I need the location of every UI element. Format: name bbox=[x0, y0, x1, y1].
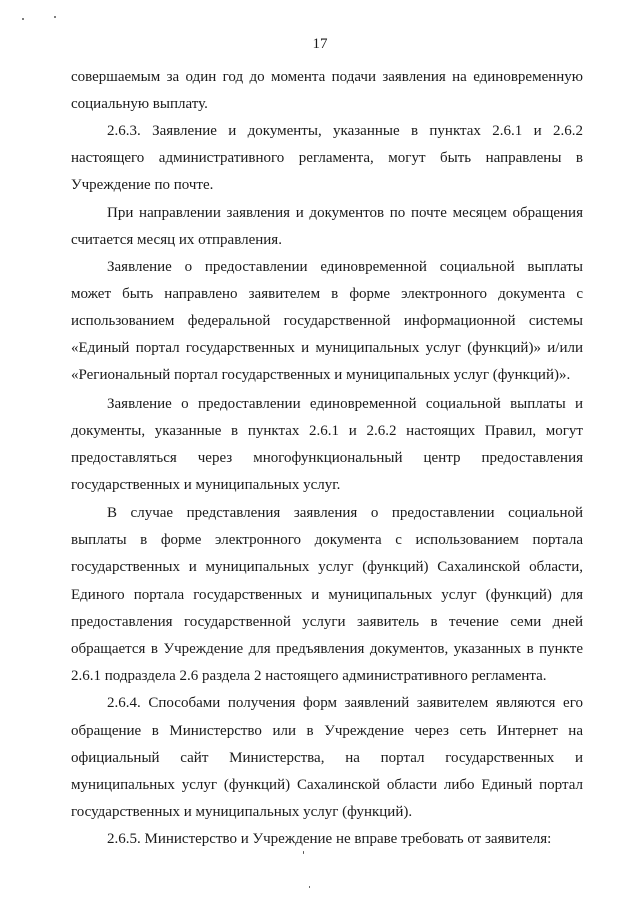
text-line: В случае представления заявления о предоставлении социальной bbox=[107, 505, 583, 521]
text-line: государственных и муниципальных услуг (функций). bbox=[71, 804, 413, 820]
text-line: настоящего административного регламента, могут быть направлены в bbox=[71, 150, 583, 166]
scan-speck bbox=[54, 16, 56, 18]
page-number: 17 bbox=[312, 36, 328, 52]
text-line: 2.6.1 подраздела 2.6 раздела 2 настоящего административного регламента. bbox=[71, 668, 547, 684]
text-line: выплаты в форме электронного документа с использованием портала bbox=[71, 532, 583, 548]
text-line: «Единый портал государственных и муниципальных услуг (функций)» и/или bbox=[71, 340, 583, 356]
text-line: Заявление о предоставлении единовременной социальной выплаты bbox=[107, 259, 583, 275]
scan-speck bbox=[22, 18, 24, 20]
text-line: может быть направлено заявителем в форме электронного документа с bbox=[71, 286, 583, 302]
text-line: документы, указанные в пунктах 2.6.1 и 2.6.2 настоящих Правил, могут bbox=[71, 423, 583, 439]
text-line: совершаемым за один год до момента подачи заявления на единовременную bbox=[71, 69, 583, 85]
scan-speck bbox=[303, 851, 304, 854]
text-line: Заявление о предоставлении единовременной социальной выплаты и bbox=[107, 396, 583, 412]
text-line: Единого портала государственных и муниципальных услуг (функций) для bbox=[71, 587, 583, 603]
text-line: предоставляться через многофункциональный центр предоставления bbox=[71, 450, 583, 466]
text-line: государственных и муниципальных услуг. bbox=[71, 477, 341, 493]
text-line: 2.6.3. Заявление и документы, указанные в пунктах 2.6.1 и 2.6.2 bbox=[107, 123, 583, 139]
text-line: государственных и муниципальных услуг (функций) Сахалинской области, bbox=[71, 559, 583, 575]
text-line: обращается в Учреждение для предъявления документов, указанных в пункте bbox=[71, 641, 583, 657]
text-line: 2.6.5. Министерство и Учреждение не вправе требовать от заявителя: bbox=[107, 831, 552, 847]
text-line: муниципальных услуг (функций) Сахалинской области либо Единый портал bbox=[71, 777, 583, 793]
text-line: предоставления государственной услуги заявитель в течение семи дней bbox=[71, 614, 583, 630]
text-line: социальную выплату. bbox=[71, 96, 208, 112]
text-line: «Региональный портал государственных и муниципальных услуг (функций)». bbox=[71, 367, 571, 383]
text-line: считается месяц их отправления. bbox=[71, 232, 282, 248]
text-line: обращение в Министерство или в Учреждение через сеть Интернет на bbox=[71, 723, 583, 739]
scan-speck bbox=[309, 886, 310, 888]
text-line: 2.6.4. Способами получения форм заявлений заявителем являются его bbox=[107, 695, 583, 711]
text-line: Учреждение по почте. bbox=[71, 177, 214, 193]
text-line: При направлении заявления и документов по почте месяцем обращения bbox=[107, 205, 583, 221]
text-line: использованием федеральной государственной информационной системы bbox=[71, 313, 583, 329]
text-line: официальный сайт Министерства, на портал государственных и bbox=[71, 750, 583, 766]
